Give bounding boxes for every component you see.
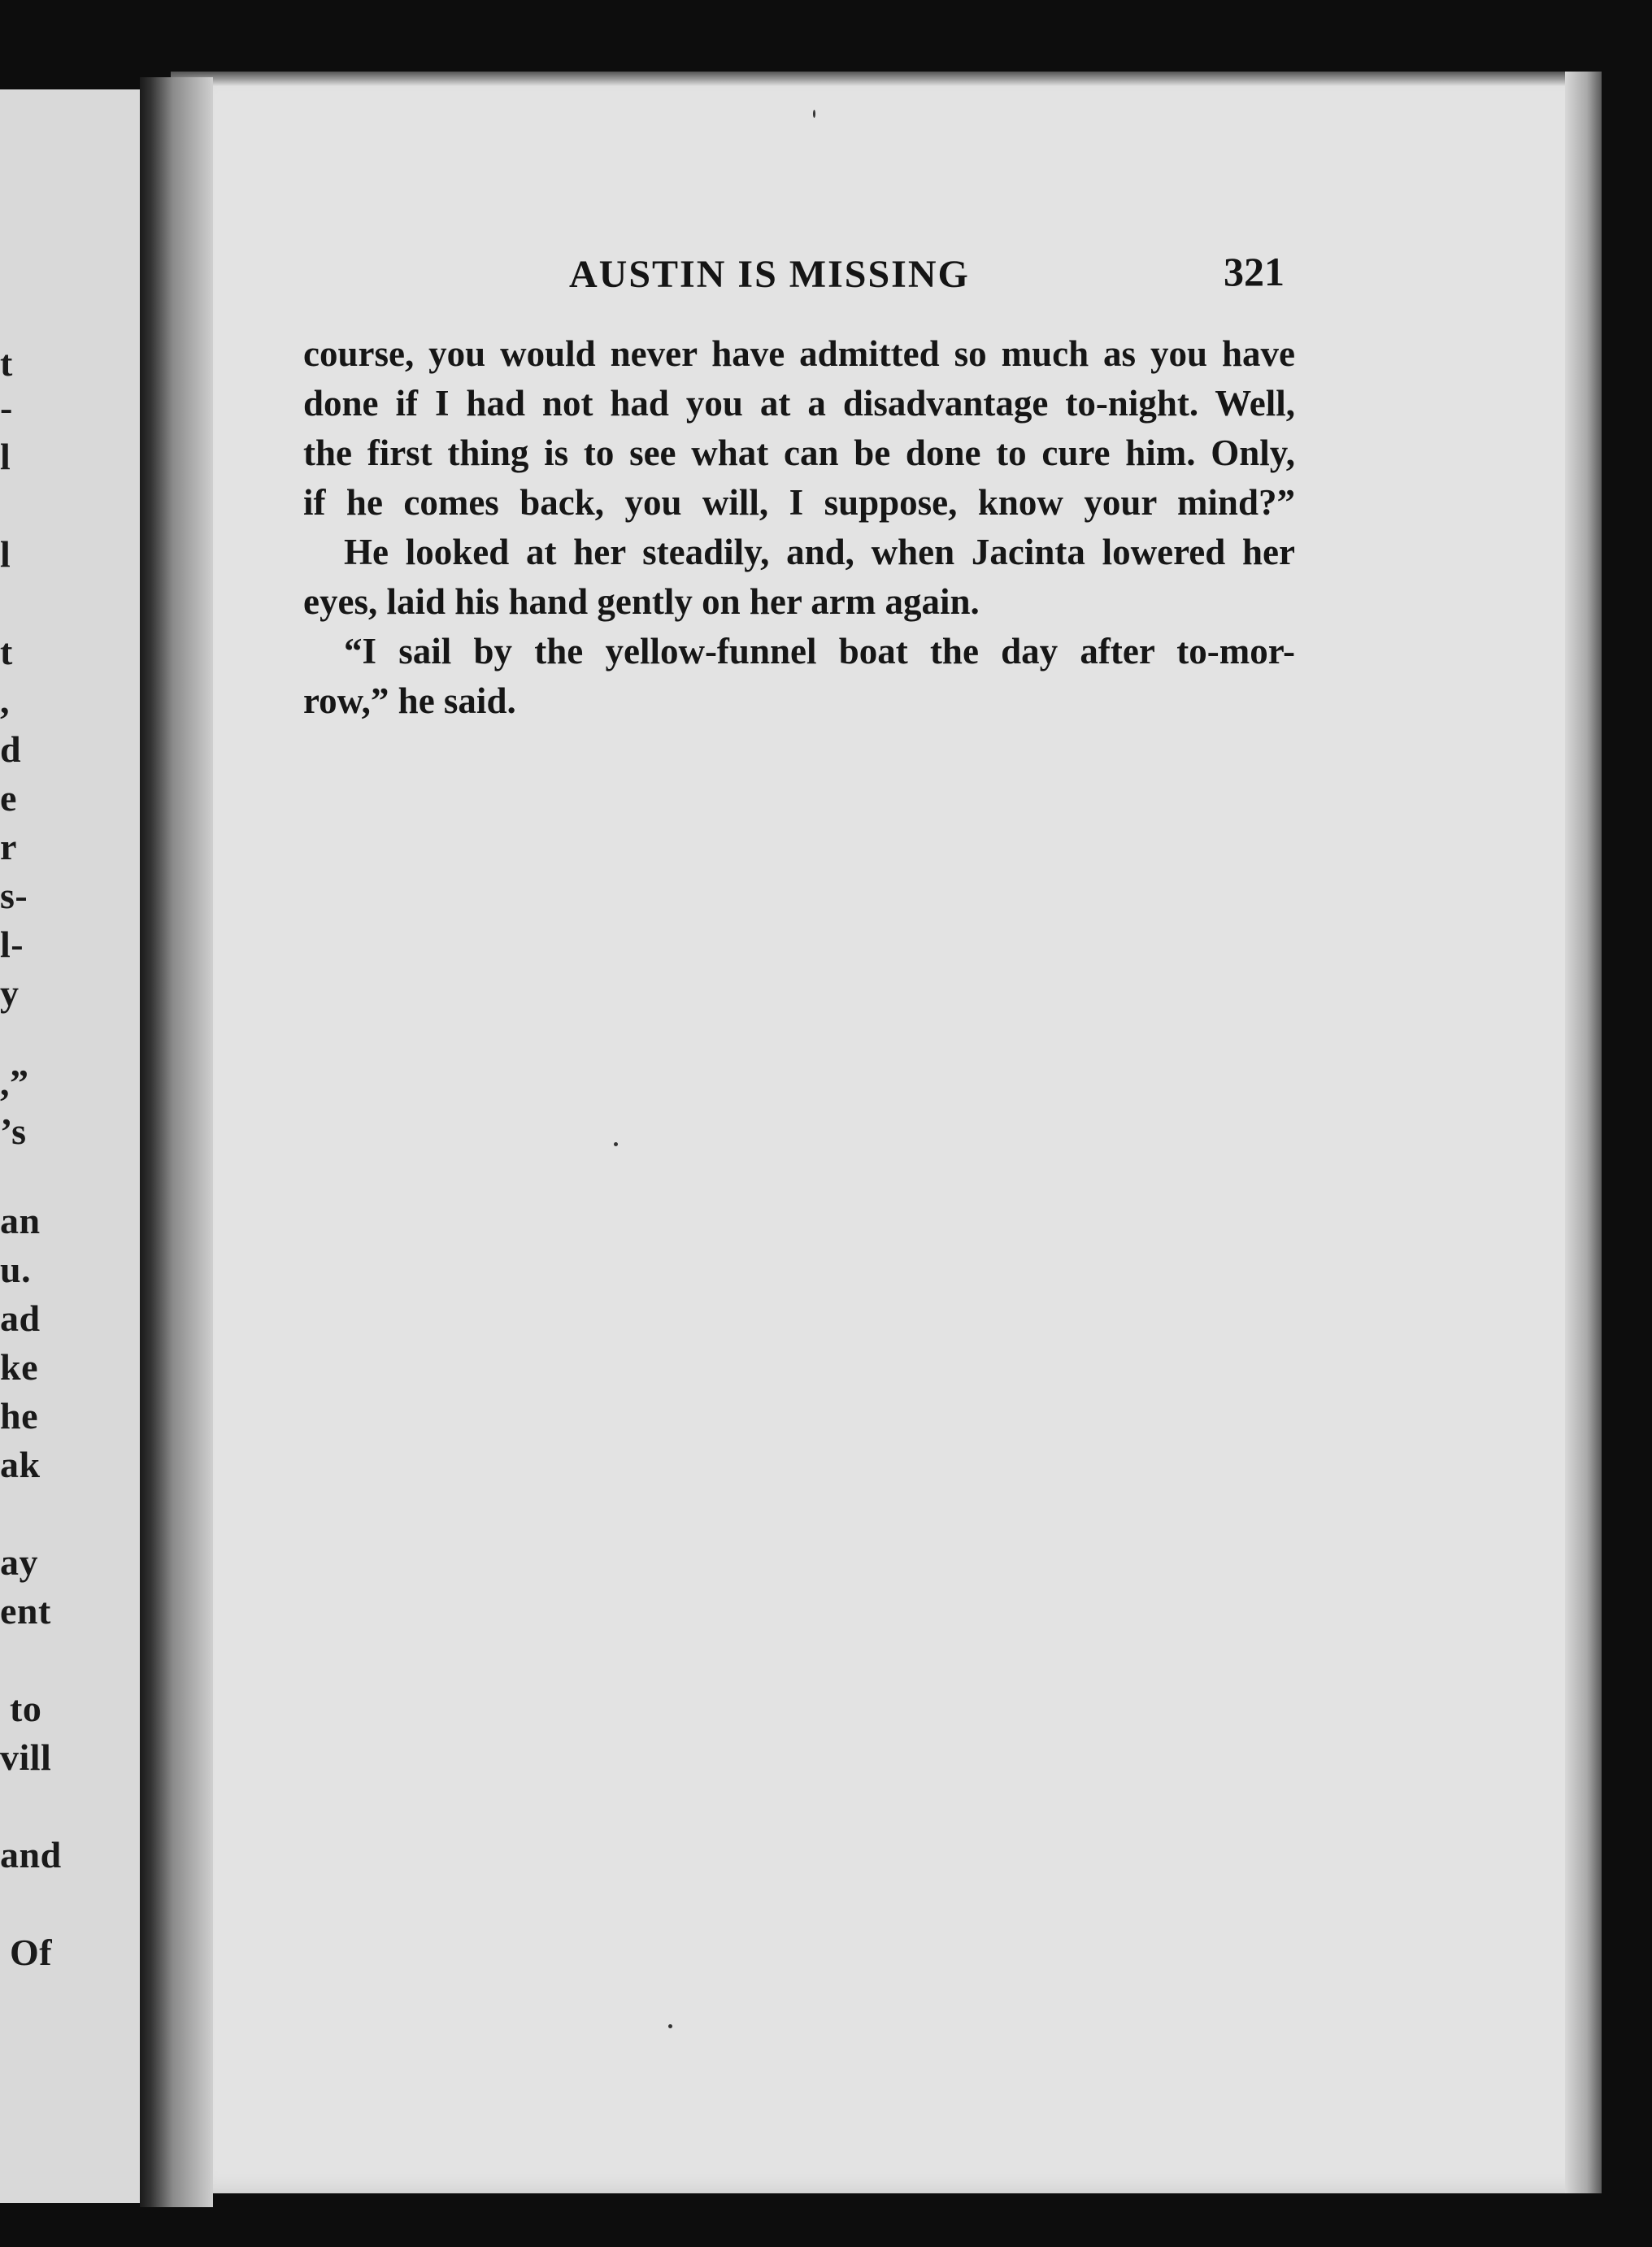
left-page-fragment: ent xyxy=(0,1590,51,1632)
left-page-fragment: , xyxy=(0,680,10,721)
left-page-fragment: r xyxy=(0,826,17,867)
left-page-fragment: an xyxy=(0,1200,41,1241)
left-page-fragment: l xyxy=(0,533,11,575)
book-binding-gutter xyxy=(140,77,213,2207)
left-page-fragment: ,” xyxy=(0,1062,29,1103)
text-line: the first thing is to see what can be done to cure him. Only, xyxy=(303,432,1295,473)
left-page-fragment: s- xyxy=(0,875,28,916)
left-page-fragment: to xyxy=(10,1688,42,1729)
left-page-fragment: and xyxy=(0,1834,62,1875)
scan-speck xyxy=(668,2024,672,2028)
text-line: course, you would never have admitted so much as you have xyxy=(303,333,1295,374)
left-page-fragment: u. xyxy=(0,1249,32,1290)
left-page-fragment: he xyxy=(0,1395,38,1436)
left-page-fragment: l xyxy=(0,436,11,477)
left-page-fragment: y xyxy=(0,972,20,1014)
left-page-fragment: ad xyxy=(0,1297,41,1339)
page-number: 321 xyxy=(1224,249,1285,294)
left-page-fragment: ak xyxy=(0,1444,41,1485)
left-page-fragment: Of xyxy=(10,1932,53,1973)
text-line: done if I had not had you at a disadvantage to-night. Well, xyxy=(303,383,1295,424)
text-line: “I sail by the yellow-funnel boat the day after to-mor- xyxy=(344,631,1295,671)
left-page-fragment: - xyxy=(0,387,13,428)
left-page-fragment: l- xyxy=(0,924,24,965)
left-page-fragment: ay xyxy=(0,1541,38,1583)
text-line: row,” he said. xyxy=(303,680,516,721)
scan-speck xyxy=(813,110,815,118)
scan-speck xyxy=(614,1142,618,1146)
left-page-fragment: e xyxy=(0,777,17,819)
running-head: AUSTIN IS MISSING xyxy=(569,253,970,296)
left-page-fragment: t xyxy=(0,342,13,384)
text-line: if he comes back, you will, I suppose, know your mind?” xyxy=(303,482,1295,523)
text-line: He looked at her steadily, and, when Jacinta lowered her xyxy=(344,532,1295,572)
page-top-shadow xyxy=(171,72,1602,86)
left-page-fragment: ’s xyxy=(0,1110,27,1152)
body-text xyxy=(303,329,1295,726)
left-page-fragment: ke xyxy=(0,1346,38,1388)
left-page-fragment: vill xyxy=(0,1736,52,1778)
left-page-fragment: d xyxy=(0,728,22,770)
page-right-edge xyxy=(1565,72,1602,2193)
left-page-fragment: t xyxy=(0,631,13,672)
text-line: eyes, laid his hand gently on her arm again. xyxy=(303,581,980,622)
